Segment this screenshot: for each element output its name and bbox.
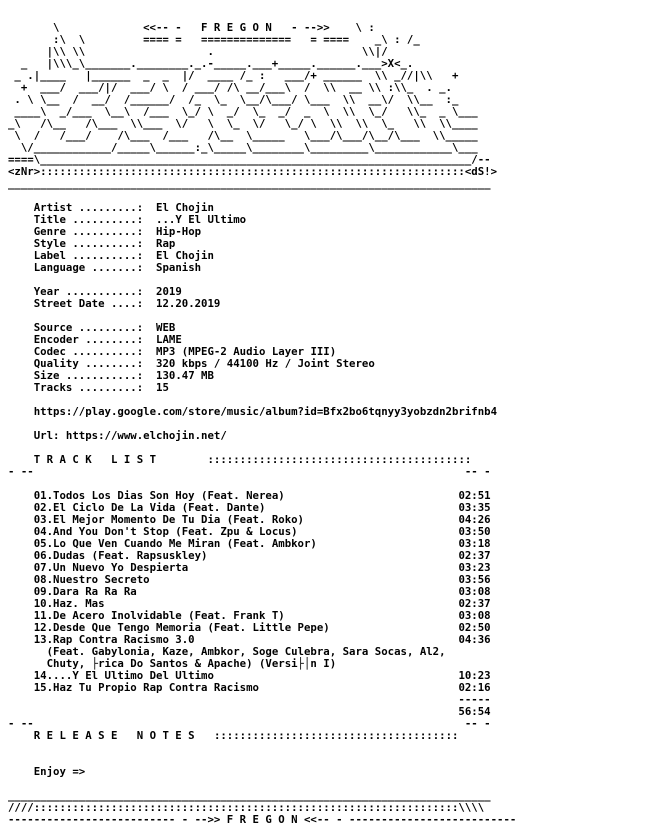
info-label-encoder: Encoder ........: — [33, 333, 144, 346]
track-time: 03:18 — [458, 537, 491, 550]
info-value-quality: 320 kbps / 44100 Hz / Joint Stereo — [156, 357, 375, 370]
release-notes-heading: R E L E A S E N O T E S — [33, 729, 195, 742]
track-time: 03:23 — [458, 561, 491, 574]
tracklist-heading-fill: ::::::::::::::::::::::::::::::::::::::::: — [207, 453, 472, 466]
nfo-text — [8, 22, 516, 826]
info-label-style: Style ..........: — [33, 237, 144, 250]
info-value-title: ...Y El Ultimo — [156, 213, 247, 226]
info-label-tracks: Tracks .........: — [33, 381, 144, 394]
track-title: 01.Todos Los Dias Son Hoy (Feat. Nerea) — [33, 489, 285, 502]
info-value-artist: El Chojin — [156, 201, 214, 214]
info-label-codec: Codec ..........: — [33, 345, 144, 358]
track-title: 07.Un Nuevo Yo Despierta — [33, 561, 189, 574]
info-value-label: El Chojin — [156, 249, 214, 262]
track-title: 06.Dudas (Feat. Rapsuskley) — [33, 549, 208, 562]
track-title: 05.Lo Que Ven Cuando Me Miran (Feat. Ambkor) — [33, 537, 317, 550]
track-time: 10:23 — [458, 669, 491, 682]
track-time: 03:50 — [458, 525, 491, 538]
info-value-style: Rap — [156, 237, 176, 250]
info-label-genre: Genre ..........: — [33, 225, 144, 238]
track-title: 03.El Mejor Momento De Tu Dia (Feat. Roko) — [33, 513, 304, 526]
info-label-quality: Quality ........: — [33, 357, 144, 370]
track-title: 04.And You Don't Stop (Feat. Zpu & Locus) — [33, 525, 298, 538]
info-label-year: Year ...........: — [33, 285, 144, 298]
ascii-banner: \ <<-- - F R E G O N - -->> \ : :\ \ ==== = ============== = ==== _\ : /_ |\\ \\ . \\|/ _ |\\\_\_______.________._.-_____.___+_____.______.___>X<_. _ .|____ |______ _ _ |/ ____ /_ : ___/+ ______ \\ _//|\\ + + ___/ ___/|/ ___/ \ / ___/ /\ __/___\ / \\ __ \\ :\\_ . _. . \ \__ / __/ /______/ /_ \_ \__/\___/ \___ \\ __\/ \\__ :_ ____\ _/___ \__\ /___ \_/ \ _/ \_ _/ _ \ \\ \_/ \\_ _ \___ _\ /\__ /\___ \\___ \/ \ \_ \/ \_/ \ \\ \\ \_ \\ \\____ \ / /___/ /\___ /___ /\__ \_____ \___/\___/\__/\___ \\_____ \/____________/_____\______:_\_____\________\_________\____________\___ ====\___________________________________________________________________/-- <zNr>::::::::::::::::::::::::::::::::::::::::::::::::::::::::::::::::::<dS!> ___________________________________________________________________________ — [8, 21, 498, 190]
track-credits: (Feat. Gabylonia, Kaze, Ambkor, Soge Culebra, Sara Socas, Al2, — [33, 645, 446, 658]
info-label-street_date: Street Date ....: — [33, 297, 144, 310]
track-title: 11.De Acero Inolvidable (Feat. Frank T) — [33, 609, 285, 622]
info-value-genre: Hip-Hop — [156, 225, 202, 238]
footer-colon-line: ////::::::::::::::::::::::::::::::::::::::::::::::::::::::::::::::::::\\\\ — [8, 801, 485, 814]
footer-signature: -------------------------- - -->> F R E G O N <<-- - -------------------------- — [8, 813, 517, 826]
track-time: 02:37 — [458, 597, 491, 610]
footer-rule: ___________________________________________________________________________ — [8, 789, 491, 802]
track-time: 03:08 — [458, 609, 491, 622]
info-value-language: Spanish — [156, 261, 202, 274]
track-title: 12.Desde Que Tengo Memoria (Feat. Little Pepe) — [33, 621, 330, 634]
info-value-street_date: 12.20.2019 — [156, 297, 221, 310]
info-label-source: Source .........: — [33, 321, 144, 334]
track-time: 03:56 — [458, 573, 491, 586]
info-value-source: WEB — [156, 321, 176, 334]
divider: - -- -- - — [8, 465, 491, 478]
track-time: 02:51 — [458, 489, 491, 502]
info-label-label: Label ..........: — [33, 249, 144, 262]
track-title: 10.Haz. Mas — [33, 597, 105, 610]
info-value-year: 2019 — [156, 285, 182, 298]
release-notes-heading-fill: :::::::::::::::::::::::::::::::::::::: — [213, 729, 459, 742]
track-title: 13.Rap Contra Racismo 3.0 — [33, 633, 195, 646]
track-title: 15.Haz Tu Propio Rap Contra Racismo — [33, 681, 259, 694]
track-credits: Chuty, ├rica Do Santos & Apache) (Versi├│n I) — [33, 657, 337, 670]
info-value-encoder: LAME — [156, 333, 182, 346]
track-time: 03:35 — [458, 501, 491, 514]
track-time: 02:50 — [458, 621, 491, 634]
divider: - -- -- - — [8, 717, 491, 730]
store-url: https://play.google.com/store/music/album?id=Bfx2bo6tqnyy3yobzdn2brifnb4 — [33, 405, 498, 418]
track-time: 02:37 — [458, 549, 491, 562]
info-value-size: 130.47 MB — [156, 369, 214, 382]
total-time: 56:54 — [458, 705, 491, 718]
track-title: 08.Nuestro Secreto — [33, 573, 150, 586]
info-value-tracks: 15 — [156, 381, 169, 394]
track-time: 03:08 — [458, 585, 491, 598]
tracklist-heading: T R A C K L I S T — [33, 453, 157, 466]
info-label-language: Language .......: — [33, 261, 144, 274]
release-notes-body: Enjoy => — [33, 765, 86, 778]
info-label-size: Size ...........: — [33, 369, 144, 382]
info-value-codec: MP3 (MPEG-2 Audio Layer III) — [156, 345, 337, 358]
info-label-title: Title ..........: — [33, 213, 144, 226]
track-time: 02:16 — [458, 681, 491, 694]
track-time: 04:26 — [458, 513, 491, 526]
track-title: 09.Dara Ra Ra Ra — [33, 585, 137, 598]
website-url: Url: https://www.elchojin.net/ — [33, 429, 227, 442]
info-label-artist: Artist .........: — [33, 201, 144, 214]
total-rule: ----- — [458, 693, 491, 706]
track-title: 02.El Ciclo De La Vida (Feat. Dante) — [33, 501, 266, 514]
track-title: 14....Y El Ultimo Del Ultimo — [33, 669, 214, 682]
track-time: 04:36 — [458, 633, 491, 646]
